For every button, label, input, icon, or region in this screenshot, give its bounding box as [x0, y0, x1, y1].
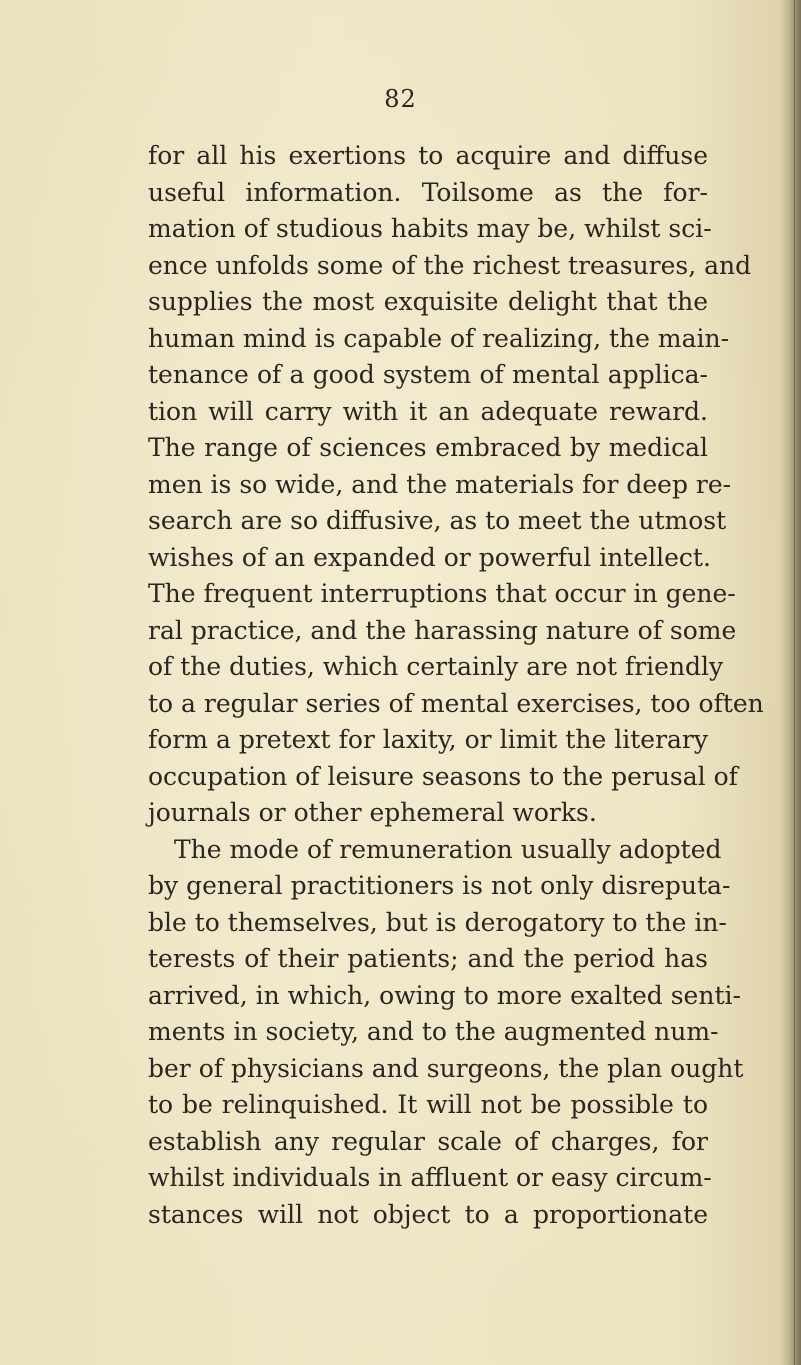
- text-line: terests of their patients; and the period has: [148, 944, 708, 973]
- text-line: establish any regular scale of charges, for: [148, 1126, 708, 1156]
- text-line: ble to themselves, but is derogatory to the in-: [148, 907, 727, 937]
- text-line: ence unfolds some of the richest treasures, and: [148, 250, 752, 280]
- text-line: men is so wide, and the materials for deep re-: [148, 469, 732, 499]
- text-line: The frequent interruptions that occur in gene-: [148, 579, 736, 608]
- text-line: ral practice, and the harassing nature of some: [148, 615, 737, 645]
- text-line: The mode of remuneration usually adopted: [174, 834, 722, 864]
- text-line: journals or other ephemeral works.: [148, 798, 597, 827]
- text-line: useful information. Toilsome as the for-: [148, 177, 708, 207]
- text-line: The range of sciences embraced by medical: [148, 433, 708, 462]
- text-line: wishes of an expanded or powerful intellect.: [148, 542, 711, 572]
- text-line: human mind is capable of realizing, the main-: [148, 323, 730, 353]
- text-line: for all his exertions to acquire and diffuse: [148, 141, 708, 170]
- text-line: tenance of a good system of mental applica-: [148, 360, 708, 389]
- text-line: search are so diffusive, as to meet the utmost: [148, 506, 727, 535]
- text-line: occupation of leisure seasons to the perusal of: [148, 761, 738, 791]
- text-line: by general practitioners is not only disreputa-: [148, 871, 731, 900]
- text-line: supplies the most exquisite delight that the: [148, 287, 708, 316]
- text-line: tion will carry with it an adequate reward.: [148, 396, 708, 426]
- text-line: ber of physicians and surgeons, the plan ought: [148, 1053, 744, 1083]
- text-line: mation of studious habits may be, whilst sci-: [148, 214, 712, 243]
- page-number: 82: [384, 85, 417, 113]
- text-line: ments in society, and to the augmented num-: [148, 1017, 719, 1046]
- body-text: [148, 138, 764, 1233]
- page-edge-line: [794, 0, 795, 1365]
- text-line: form a pretext for laxity, or limit the literary: [148, 725, 708, 754]
- page-edge-shadow: [779, 0, 801, 1365]
- text-line: to a regular series of mental exercises, too often: [148, 688, 764, 718]
- text-line: of the duties, which certainly are not friendly: [148, 652, 724, 681]
- text-line: whilst individuals in affluent or easy circum-: [148, 1163, 712, 1192]
- text-line: to be relinquished. It will not be possible to: [148, 1090, 708, 1119]
- text-line: stances will not object to a proportionate: [148, 1199, 708, 1229]
- text-line: arrived, in which, owing to more exalted senti-: [148, 980, 741, 1010]
